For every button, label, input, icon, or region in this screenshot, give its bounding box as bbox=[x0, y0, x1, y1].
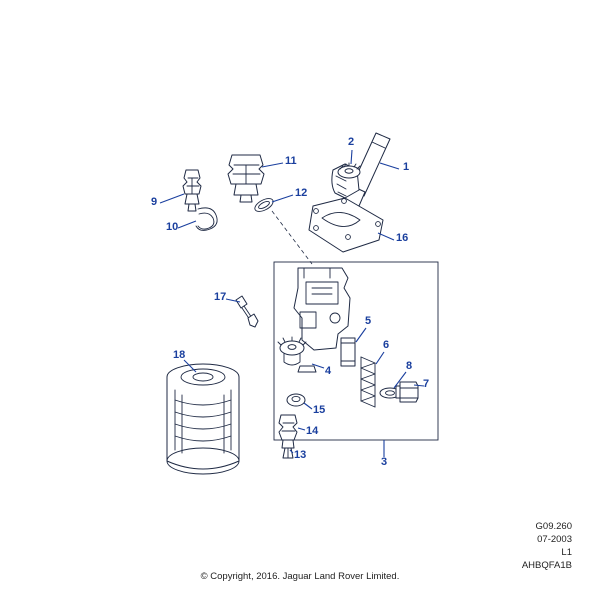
callout-2[interactable]: 2 bbox=[348, 136, 355, 148]
part-spring-6 bbox=[361, 357, 375, 407]
part-circlip bbox=[196, 208, 217, 231]
part-bolt-17 bbox=[236, 296, 258, 327]
copyright-notice: © Copyright, 2016. Jaguar Land Rover Limited. bbox=[200, 571, 400, 582]
callout-10[interactable]: 10 bbox=[166, 221, 179, 233]
callout-6[interactable]: 6 bbox=[383, 339, 390, 351]
callout-3[interactable]: 3 bbox=[381, 456, 388, 468]
part-sealing-washer-15 bbox=[287, 394, 305, 406]
callout-18[interactable]: 18 bbox=[173, 349, 186, 361]
part-oil-pressure-switch-pin bbox=[282, 440, 294, 458]
callout-1[interactable]: 1 bbox=[403, 161, 410, 173]
callout-8[interactable]: 8 bbox=[406, 360, 413, 372]
callout-9[interactable]: 9 bbox=[151, 196, 158, 208]
callout-7[interactable]: 7 bbox=[423, 378, 430, 390]
drawing-meta bbox=[412, 520, 572, 572]
part-oil-pump-body bbox=[278, 268, 350, 372]
part-sleeve-5 bbox=[341, 338, 355, 366]
part-relief-valve-plunger bbox=[183, 170, 201, 211]
part-oil-filter bbox=[167, 364, 239, 474]
callout-11[interactable]: 11 bbox=[285, 155, 297, 167]
callout-15[interactable]: 15 bbox=[313, 404, 326, 416]
callout-16[interactable]: 16 bbox=[396, 232, 409, 244]
callout-12[interactable]: 12 bbox=[295, 187, 308, 199]
callout-5[interactable]: 5 bbox=[365, 315, 372, 327]
drawing-number: G09.260 bbox=[535, 521, 572, 532]
part-oil-pressure-switch-body bbox=[279, 415, 297, 440]
part-pressure-relief-valve bbox=[228, 155, 264, 202]
part-oil-pump-pickup-tube bbox=[332, 133, 390, 206]
callout-13[interactable]: 13 bbox=[294, 449, 307, 461]
callout-4[interactable]: 4 bbox=[325, 365, 332, 377]
drawing-model: L1 bbox=[561, 547, 572, 558]
drawing-code: AHBQFA1B bbox=[521, 560, 572, 571]
callout-17[interactable]: 17 bbox=[214, 291, 227, 303]
drawing-date: 07-2003 bbox=[537, 534, 572, 545]
callout-14[interactable]: 14 bbox=[306, 425, 319, 437]
part-pump-gasket bbox=[309, 198, 383, 252]
